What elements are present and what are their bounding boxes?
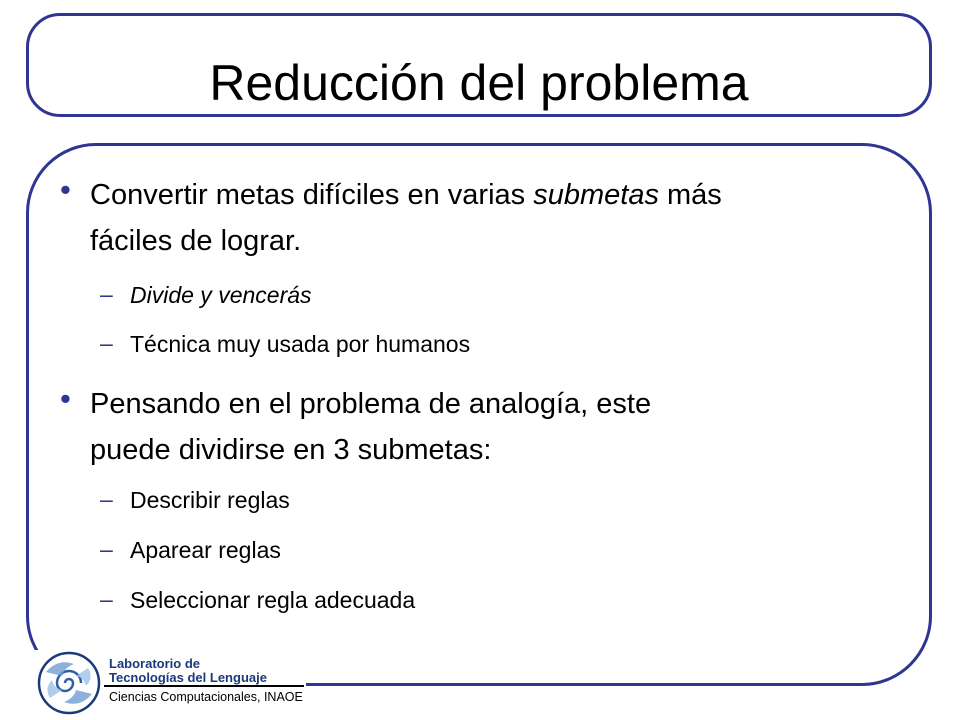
bullet-1-line-1 bbox=[90, 170, 910, 220]
subitem-aparear: Aparear reglas bbox=[130, 537, 281, 563]
dash-glyph: – bbox=[100, 486, 113, 512]
bullet-2-line-2: puede dividirse en 3 submetas: bbox=[90, 434, 492, 466]
logo-divider bbox=[104, 685, 304, 687]
dash-glyph: – bbox=[100, 536, 113, 562]
bullet-1-text-start: Convertir metas difíciles en varias bbox=[90, 179, 534, 211]
subitem-divide: Divide y vencerás bbox=[130, 282, 312, 308]
logo-line-2: Tecnologías del Lenguaje bbox=[109, 670, 267, 685]
logo-line-1: Laboratorio de bbox=[109, 656, 201, 671]
subitem-tecnica: Técnica muy usada por humanos bbox=[130, 331, 471, 357]
title-frame bbox=[26, 13, 932, 117]
bullet-1-line-2: fáciles de lograr. bbox=[90, 225, 302, 257]
subitem-describir: Describir reglas bbox=[130, 487, 290, 513]
bullet-1-text-end: más bbox=[658, 179, 722, 211]
bullet-glyph: • bbox=[60, 381, 71, 416]
bullet-glyph: • bbox=[60, 172, 71, 207]
slide-title: Reducción del problema bbox=[209, 55, 749, 111]
dash-glyph: – bbox=[100, 586, 113, 612]
spiral-emblem-icon bbox=[36, 650, 102, 716]
dash-glyph: – bbox=[100, 281, 113, 307]
dash-glyph: – bbox=[100, 330, 113, 356]
logo-line-3: Ciencias Computacionales, INAOE bbox=[109, 690, 303, 704]
bullet-2-line-1: Pensando en el problema de analogía, este bbox=[90, 388, 652, 420]
bullet-1-emphasis: submetas bbox=[533, 179, 659, 211]
subitem-seleccionar: Seleccionar regla adecuada bbox=[130, 587, 416, 613]
